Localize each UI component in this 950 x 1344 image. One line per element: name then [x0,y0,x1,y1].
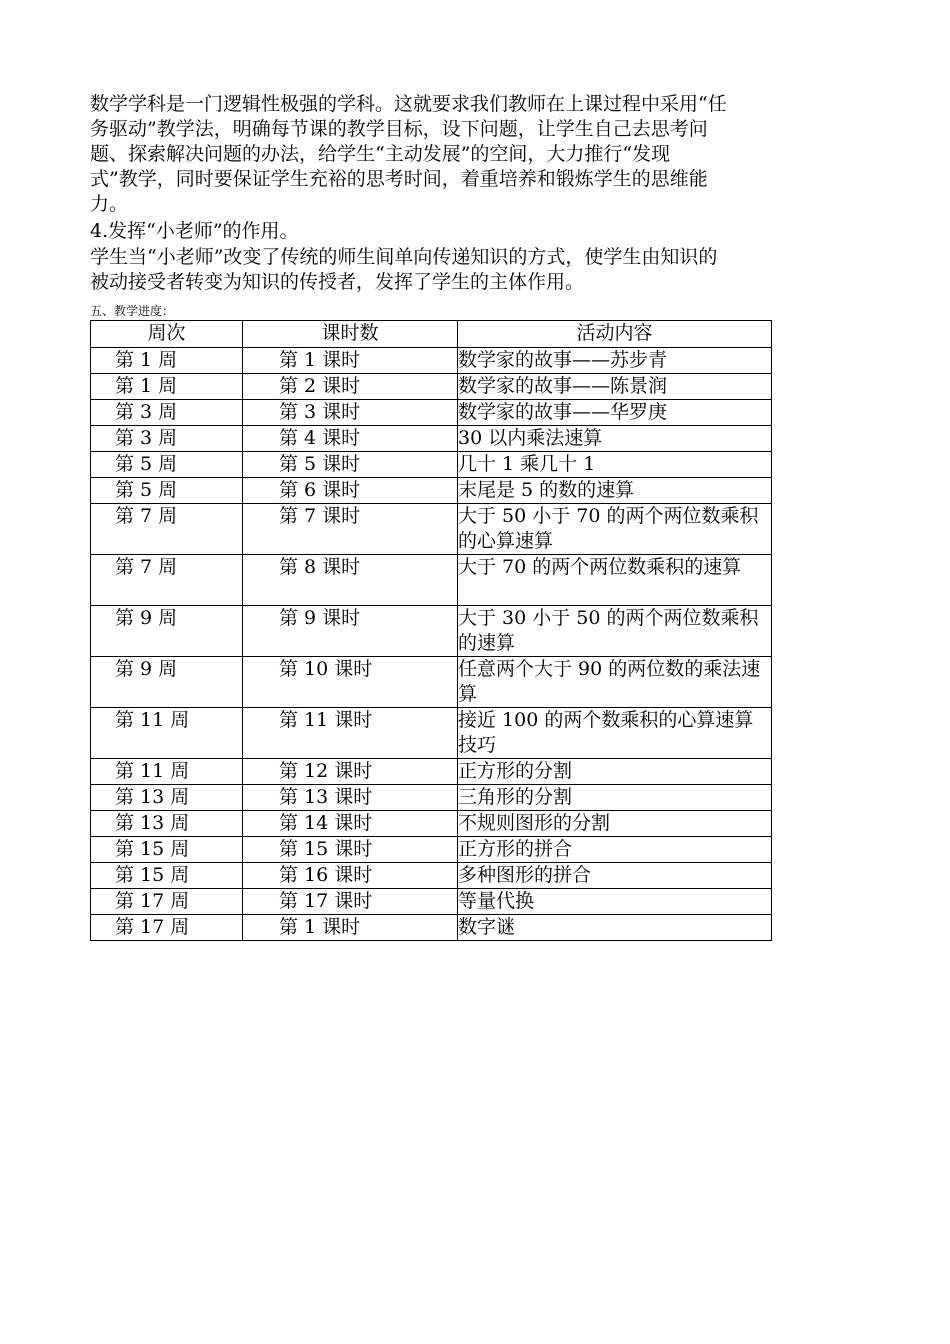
week-cell: 第 11 周 [91,759,243,785]
week-cell: 第 15 周 [91,837,243,863]
activity-cell: 不规则图形的分割 [458,811,772,837]
activity-cell: 接近 100 的两个数乘积的心算速算技巧 [458,708,772,759]
lesson-cell: 第 7 课时 [243,504,458,555]
paragraph-task-driven [90,92,860,217]
table-row [91,708,772,759]
week-cell: 第 17 周 [91,915,243,941]
week-cell: 第 1 周 [91,374,243,400]
activity-cell: 多种图形的拼合 [458,863,772,889]
paragraph-line: 式”教学，同时要保证学生充裕的思考时间，着重培养和锻炼学生的思维能 [90,168,708,190]
heading-little-teacher: 4.发挥“小老师”的作用。 [90,220,299,242]
lesson-cell: 第 9 课时 [243,606,458,657]
lesson-cell: 第 4 课时 [243,426,458,452]
paragraph-line: 数学学科是一门逻辑性极强的学科。这就要求我们教师在上课过程中采用“任 [90,93,727,115]
table-row [91,452,772,478]
week-cell: 第 1 周 [91,348,243,374]
paragraph-line: 学生当“小老师”改变了传统的师生间单向传递知识的方式，使学生由知识的 [90,246,718,268]
paragraph-line: 被动接受者转变为知识的传授者，发挥了学生的主体作用。 [90,271,585,293]
paragraph-line: 力。 [90,193,129,215]
lesson-cell: 第 2 课时 [243,374,458,400]
lesson-cell: 第 8 课时 [243,555,458,606]
table-header-row [91,321,772,348]
week-cell: 第 9 周 [91,606,243,657]
activity-cell: 正方形的拼合 [458,837,772,863]
week-cell: 第 11 周 [91,708,243,759]
week-cell: 第 17 周 [91,889,243,915]
table-row [91,555,772,606]
activity-cell: 数学家的故事——华罗庚 [458,400,772,426]
table-row [91,785,772,811]
week-cell: 第 3 周 [91,400,243,426]
table-row [91,837,772,863]
activity-cell: 数学家的故事——陈景润 [458,374,772,400]
lesson-cell: 第 16 课时 [243,863,458,889]
lesson-cell: 第 6 课时 [243,478,458,504]
week-cell: 第 3 周 [91,426,243,452]
table-row [91,759,772,785]
week-cell: 第 15 周 [91,863,243,889]
activity-cell: 等量代换 [458,889,772,915]
section-caption: 五、教学进度： [90,304,175,318]
table-row [91,426,772,452]
week-cell: 第 5 周 [91,478,243,504]
header-week: 周次 [91,321,243,348]
week-cell: 第 9 周 [91,657,243,708]
week-cell: 第 7 周 [91,555,243,606]
table-row [91,504,772,555]
activity-cell: 正方形的分割 [458,759,772,785]
table-row [91,811,772,837]
table-row [91,889,772,915]
week-cell: 第 13 周 [91,811,243,837]
lesson-cell: 第 11 课时 [243,708,458,759]
activity-cell: 任意两个大于 90 的两位数的乘法速算 [458,657,772,708]
activity-cell: 数学家的故事——苏步青 [458,348,772,374]
activity-cell: 大于 30 小于 50 的两个两位数乘积的速算 [458,606,772,657]
table-row [91,915,772,941]
schedule-table [90,320,772,941]
lesson-cell: 第 10 课时 [243,657,458,708]
week-cell: 第 13 周 [91,785,243,811]
header-lesson: 课时数 [243,321,458,348]
paragraph-line: 题、探索解决问题的办法，给学生“主动发展”的空间，大力推行“发现 [90,143,671,165]
lesson-cell: 第 15 课时 [243,837,458,863]
table-row [91,400,772,426]
lesson-cell: 第 12 课时 [243,759,458,785]
header-activity: 活动内容 [458,321,772,348]
table-row [91,863,772,889]
activity-cell: 末尾是 5 的数的速算 [458,478,772,504]
table-row [91,657,772,708]
lesson-cell: 第 1 课时 [243,915,458,941]
activity-cell: 三角形的分割 [458,785,772,811]
table-row [91,478,772,504]
lesson-cell: 第 14 课时 [243,811,458,837]
week-cell: 第 7 周 [91,504,243,555]
lesson-cell: 第 1 课时 [243,348,458,374]
activity-cell: 大于 70 的两个两位数乘积的速算 [458,555,772,606]
lesson-cell: 第 17 课时 [243,889,458,915]
lesson-cell: 第 5 课时 [243,452,458,478]
table-row [91,606,772,657]
week-cell: 第 5 周 [91,452,243,478]
activity-cell: 30 以内乘法速算 [458,426,772,452]
activity-cell: 大于 50 小于 70 的两个两位数乘积的心算速算 [458,504,772,555]
paragraph-little-teacher [90,245,860,295]
table-row [91,348,772,374]
activity-cell: 数字谜 [458,915,772,941]
lesson-cell: 第 13 课时 [243,785,458,811]
activity-cell: 几十 1 乘几十 1 [458,452,772,478]
lesson-cell: 第 3 课时 [243,400,458,426]
table-row [91,374,772,400]
paragraph-line: 务驱动”教学法，明确每节课的教学目标，设下问题，让学生自己去思考问 [90,118,708,140]
